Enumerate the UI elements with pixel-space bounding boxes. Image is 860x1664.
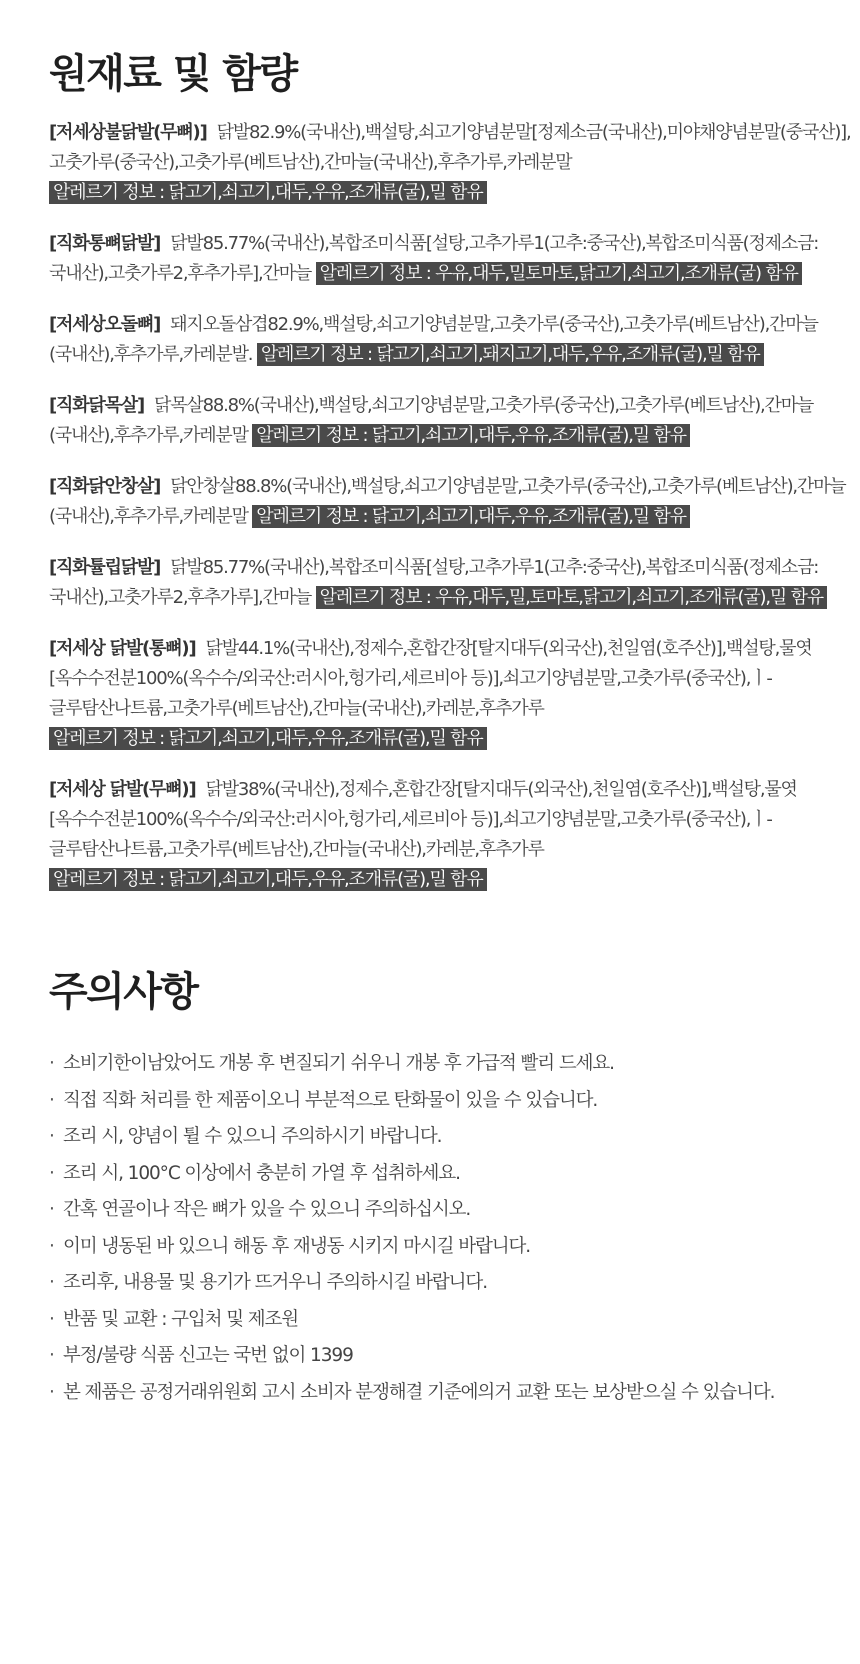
caution-text: 직접 직화 처리를 한 제품이오니 부분적으로 탄화물이 있을 수 있습니다. [63, 1089, 598, 1111]
ingredient-item [49, 553, 860, 613]
ingredient-item [49, 118, 860, 208]
ingredient-product-name: [직화닭안창살] [49, 476, 161, 497]
ingredient-text: 닭발85.77%(국내산),복합조미식품[설탕,고추가루1(고추:중국산),복합조미식품(정제소금:국내산),고춧가루2,후추가루],간마늘 [49, 557, 819, 608]
caution-item [49, 1083, 860, 1120]
bullet-icon: · [49, 1126, 54, 1147]
allergy-info: 알레르기 정보 : 우유,대두,밀,토마토,닭고기,쇠고기,조개류(굴),밀 함유 [316, 586, 827, 609]
ingredient-text: 닭발82.9%(국내산),백설탕,쇠고기양념분말[정제소금(국내산),미야채양념분말(중국산)],고춧가루(중국산),고춧가루(베트남산),간마늘(국내산),후추가루,카레분말 [49, 122, 851, 173]
caution-item [49, 1375, 860, 1412]
caution-text: 조리 시, 100°C 이상에서 충분히 가열 후 섭취하세요. [63, 1162, 460, 1184]
ingredient-product-name: [저세상 닭발(통뼈)] [49, 638, 196, 659]
caution-item [49, 1229, 860, 1266]
ingredient-item [49, 391, 860, 451]
caution-item [49, 1156, 860, 1193]
allergy-info: 알레르기 정보 : 닭고기,쇠고기,대두,우유,조개류(굴),밀 함유 [49, 868, 487, 891]
ingredient-product-name: [저세상 닭발(무뼈)] [49, 779, 196, 800]
ingredients-title: 원재료 및 함량 [49, 51, 297, 97]
ingredient-item [49, 634, 860, 754]
caution-text: 이미 냉동된 바 있으니 해동 후 재냉동 시키지 마시길 바랍니다. [63, 1235, 531, 1257]
caution-item [49, 1119, 860, 1156]
bullet-icon: · [49, 1272, 54, 1293]
caution-text: 본 제품은 공정거래위원회 고시 소비자 분쟁해결 기준에의거 교환 또는 보상받으실 수 있습니다. [63, 1381, 775, 1403]
bullet-icon: · [49, 1199, 54, 1220]
cautions-list [49, 1046, 860, 1411]
ingredient-text: 닭발38%(국내산),정제수,혼합간장[탈지대두(외국산),천일염(호주산)],백설탕,물엿[옥수수전분100%(옥수수/외국산:러시아,헝가리,세르비아 등)],쇠고기양념분말,고춧가루(중국산),ㅣ-글루탐산나트륨,고춧가루(베트남산),간마늘(국내산),카레분,후추가루 [49, 779, 797, 860]
ingredient-product-name: [저세상오돌뼈] [49, 314, 161, 335]
bullet-icon: · [49, 1235, 54, 1257]
allergy-info: 알레르기 정보 : 우유,대두,밀토마토,닭고기,쇠고기,조개류(굴) 함유 [316, 262, 802, 285]
ingredient-product-name: [직화튤립닭발] [49, 557, 161, 578]
ingredient-text: 닭목살88.8%(국내산),백설탕,쇠고기양념분말,고춧가루(중국산),고춧가루(베트남산),간마늘(국내산),후추가루,카레분말 [49, 395, 814, 446]
caution-text: 조리후, 내용물 및 용기가 뜨거우니 주의하시길 바랍니다. [63, 1272, 487, 1293]
caution-text: 부정/불량 식품 신고는 국번 없이 1399 [63, 1345, 353, 1366]
caution-item [49, 1302, 860, 1339]
bullet-icon: · [49, 1053, 54, 1074]
caution-item [49, 1192, 860, 1229]
ingredient-item [49, 229, 860, 289]
ingredient-product-name: [직화닭목살] [49, 395, 144, 416]
caution-item [49, 1338, 860, 1375]
ingredient-item [49, 310, 860, 370]
cautions-title: 주의사항 [49, 969, 198, 1015]
allergy-info: 알레르기 정보 : 닭고기,쇠고기,대두,우유,조개류(굴),밀 함유 [252, 424, 690, 447]
bullet-icon: · [49, 1345, 54, 1366]
caution-text: 반품 및 교환 : 구입처 및 제조원 [63, 1308, 299, 1330]
bullet-icon: · [49, 1162, 54, 1184]
ingredient-item [49, 775, 860, 895]
ingredient-text: 돼지오돌삼겹82.9%,백설탕,쇠고기양념분말,고춧가루(중국산),고춧가루(베트남산),간마늘(국내산),후추가루,카레분발. [49, 314, 818, 365]
ingredient-text: 닭안창살88.8%(국내산),백설탕,쇠고기양념분말,고춧가루(중국산),고춧가루(베트남산),간마늘(국내산),후추가루,카레분말 [49, 476, 846, 527]
allergy-info: 알레르기 정보 : 닭고기,쇠고기,대두,우유,조개류(굴),밀 함유 [49, 181, 487, 204]
bullet-icon: · [49, 1381, 54, 1403]
bullet-icon: · [49, 1308, 54, 1330]
caution-text: 간혹 연골이나 작은 뼈가 있을 수 있으니 주의하십시오. [63, 1199, 471, 1220]
allergy-info: 알레르기 정보 : 닭고기,쇠고기,대두,우유,조개류(굴),밀 함유 [252, 505, 690, 528]
caution-item [49, 1046, 860, 1083]
ingredient-text: 닭발44.1%(국내산),정제수,혼합간장[탈지대두(외국산),천일염(호주산)],백설탕,물엿[옥수수전분100%(옥수수/외국산:러시아,헝가리,세르비아 등)],쇠고기양념분말,고춧가루(중국산),ㅣ-글루탐산나트륨,고춧가루(베트남산),간마늘(국내산),카레분,후추가루 [49, 638, 812, 719]
ingredient-product-name: [저세상불닭발(무뼈)] [49, 122, 207, 143]
allergy-info: 알레르기 정보 : 닭고기,쇠고기,대두,우유,조개류(굴),밀 함유 [49, 727, 487, 750]
caution-text: 조리 시, 양념이 튈 수 있으니 주의하시기 바랍니다. [63, 1126, 442, 1147]
ingredient-text: 닭발85.77%(국내산),복합조미식품[설탕,고추가루1(고추:중국산),복합조미식품(정제소금:국내산),고춧가루2,후추가루],간마늘 [49, 233, 819, 284]
allergy-info: 알레르기 정보 : 닭고기,쇠고기,돼지고기,대두,우유,조개류(굴),밀 함유 [257, 343, 764, 366]
caution-text: 소비기한이남았어도 개봉 후 변질되기 쉬우니 개봉 후 가급적 빨리 드세요. [63, 1053, 614, 1074]
ingredient-item [49, 472, 860, 532]
ingredients-list [49, 118, 860, 895]
caution-item [49, 1265, 860, 1302]
bullet-icon: · [49, 1089, 54, 1111]
ingredient-product-name: [직화통뼈닭발] [49, 233, 161, 254]
